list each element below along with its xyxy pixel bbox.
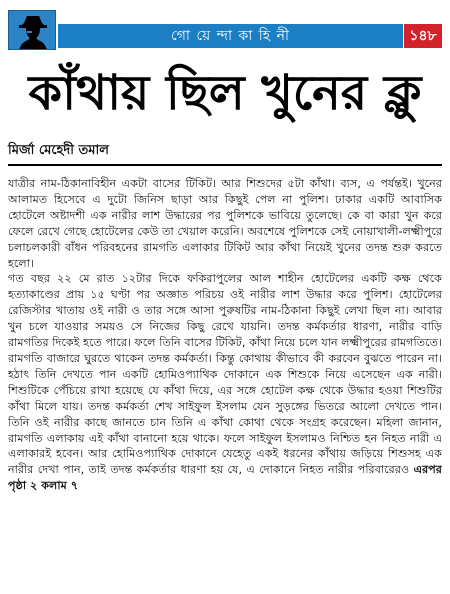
- article-paragraph: [8, 271, 442, 494]
- continuation-note: এরপর পৃষ্ঠা ২ কলাম ৭: [8, 463, 442, 493]
- byline-divider: [8, 164, 442, 166]
- page-number-badge: ১৪৮: [404, 24, 442, 48]
- article-paragraph-text: গত বছর ২২ মে রাত ১২টার দিকে ফকিরাপুলের আল শাহীন হোটেলের একটি কক্ষ থেকে হত্যাকাণ্ডের প্রায় ১৫ ঘণ্টা পর অজ্ঞাত পরিচয় ওই নারীর লাশ উদ্ধার করে পুলিশ। হোটেলের রেজিস্টার খাতায় ওই নারী ও তার সঙ্গে আসা পুরুষটির নাম-ঠিকানা কিছুই লেখা ছিল না। আবার খুন চলে যাওয়ার সময়ও সে নিজের কিছু রেখে যায়নি। তদন্ত কর্মকর্তার ধারণা, নারীর বাড়ি রামগতির দিকেই হতে পারে। ফলে তিনি বাসের টিকিট, কাঁথা নিয়ে চলে যান লক্ষ্মীপুরের রামগতিতে। রামগতি বাজারে ঘুরতে থাকেন তদন্ত কর্মকর্তা। কিন্তু কোথায় কীভাবে কী করবেন বুঝতে পারেন না। হঠাৎ তিনি দেখতে পান একটি হোমিওপ্যাথিক দোকানে এক শিশুকে নিয়ে এসেছেন এক নারী। শিশুটিকে পেঁচিয়ে রাখা হয়েছে যে কাঁথা দিয়ে, এর সঙ্গে হোটেল কক্ষ থেকে উদ্ধার হওয়া শিশুটির কাঁথা মিলে যায়। তদন্ত কর্মকর্তা শেখ সাইফুল ইসলাম যেন সুড়ঙ্গের ভিতরে আলো দেখতে পান। তিনি ওই নারীর কাছে জানতে চান তিনি এ কাঁথা কোথা থেকে সংগ্রহ করেছেন। মহিলা জানান, রামগতি এলাকায় এই কাঁথা বানানো হয়ে থাকে। ফলে সাইফুল ইসলামও নিশ্চিত হন নিহত নারী এ এলাকারই হবেন। আর হোমিওপ্যাথিক দোকানে যেহেতু একই ধরনের কাঁথায় জড়িয়ে শিশুসহ এক নারীর দেখা পান, তাই তদন্ত কর্মকর্তার ধারণা হয় যে, এ দোকানে নিহত নারীর পরিবারেরও: [8, 272, 442, 477]
- detective-silhouette-icon: [8, 10, 56, 50]
- series-title: গো য়ে ন্দা কা হি নী: [58, 24, 403, 48]
- headline: কাঁথায় ছিল খুনের ক্লু: [28, 65, 422, 121]
- article-paragraph: যাত্রীর নাম-ঠিকানাবিহীন একটা বাসের টিকিট। আর শিশুদের ৫টা কাঁথা। ব্যস, এ পর্যন্তই। খুনের আলামত হিসেবে এ দুটো জিনিস ছাড়া আর কিছুই পেল না পুলিশ। ঢাকার একটি আবাসিক হোটেলে অষ্টাদশী এক নারীর লাশ উদ্ধারের পর পুলিশকে ভাবিয়ে তুলেছে। কে বা কারা খুন করে ফেলে রেখে গেছে হোটেলের কেউ তা খেয়াল করেনি। অবশেষে পুলিশকে সেই নোয়াখালী-লক্ষ্মীপুরে চলাচলকারী বাঁধন পরিবহনের রামগতি এলাকার টিকিট আর কাঁথা নিয়েই খুনের তদন্ত শুরু করতে হলো।: [8, 177, 442, 270]
- article-body: [8, 176, 442, 588]
- byline: মির্জা মেহেদী তমাল: [8, 143, 109, 158]
- series-header: [8, 10, 442, 50]
